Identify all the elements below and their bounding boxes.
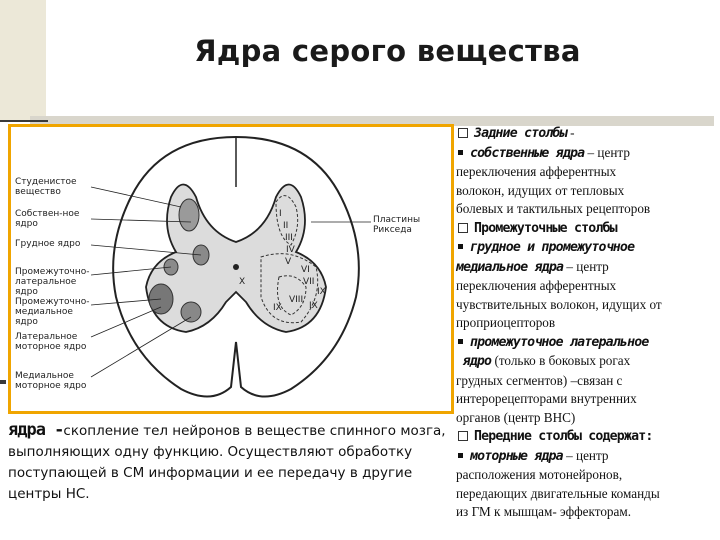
text-line: органов (центр ВНС)	[456, 409, 576, 425]
decorative-line	[0, 120, 48, 122]
lamina-label: III	[285, 233, 293, 243]
section-heading-posterior: Задние столбы -	[456, 124, 720, 144]
text-line: чувствительных волокон, идущих от	[456, 296, 662, 312]
lamina-label: V	[285, 257, 292, 267]
label-intermediomedial-nucleus: Промежуточно-медиальное ядро	[15, 297, 90, 327]
checkbox-bullet-icon	[458, 223, 468, 233]
square-bullet-icon	[458, 453, 463, 458]
text-line: передающих двигательные команды	[456, 485, 660, 501]
lamina-label: VII	[303, 277, 315, 287]
label-thoracic-nucleus: Грудное ядро	[15, 239, 81, 249]
nucleus-definition	[8, 420, 448, 505]
item-intermediolateral: промежуточное латеральное	[456, 333, 720, 353]
checkbox-bullet-icon	[458, 128, 468, 138]
lamina-label: IX	[273, 303, 282, 313]
item-motor-nuclei: моторные ядра – центр	[456, 447, 720, 467]
text-line: волокон, идущих от тепловых	[456, 182, 625, 198]
lamina-label: IX	[317, 287, 326, 297]
label-gelatinous-substance: Студенистое вещество	[15, 177, 77, 197]
label-proper-nucleus: Собствен-ное ядро	[15, 209, 80, 229]
label-intermediolateral-nucleus: Промежуточно-латеральное ядро	[15, 267, 90, 297]
text-line: ядро (только в боковых рогах	[462, 353, 631, 369]
text-line: переключения афферентных	[456, 278, 617, 293]
lamina-label: VI	[301, 265, 310, 275]
definition-term: ядра -	[8, 420, 64, 440]
decorative-mark	[0, 380, 6, 384]
item-proper-nuclei: собственные ядра – центр	[456, 144, 720, 164]
square-bullet-icon	[458, 244, 463, 249]
section-heading-intermediate: Промежуточные столбы	[456, 219, 720, 239]
lamina-label: IV	[286, 245, 295, 255]
lamina-label: II	[283, 221, 289, 231]
text-line: переключения афферентных	[456, 164, 617, 179]
label-lateral-motor-nucleus: Латеральное моторное ядро	[15, 332, 87, 352]
lamina-label: X	[239, 277, 246, 287]
spinal-cord-figure	[8, 124, 454, 414]
text-line: медиальное ядра – центр	[456, 258, 609, 275]
definition-text: скопление тел нейронов в веществе спинного мозга, выполняющих одну функцию. Осуществляют обработку поступающей в СМ информации и ее передачу в другие центры НС.	[8, 423, 446, 502]
text-line: из ГМ к мышцам- эффекторам.	[456, 504, 631, 519]
label-rexed-laminae: Пластины Рикседа	[373, 215, 421, 235]
lamina-label: I	[279, 209, 282, 219]
section-heading-anterior: Передние столбы содержат:	[456, 427, 720, 447]
text-line: болевых и тактильных рецепторов	[456, 201, 651, 216]
checkbox-bullet-icon	[458, 431, 468, 441]
text-line: грудных сегментов) –связан с	[456, 372, 623, 388]
item-thoracic-intermediomedial: грудное и промежуточное	[456, 238, 720, 258]
text-line: расположения мотонейронов,	[456, 467, 623, 482]
square-bullet-icon	[458, 150, 463, 155]
slide-title: Ядра серого вещества	[194, 34, 581, 68]
text-line: проприоцепторов	[456, 315, 556, 330]
lamina-label: VIII	[289, 295, 304, 305]
square-bullet-icon	[458, 339, 463, 344]
nuclei-description	[456, 124, 720, 522]
lamina-label: IX	[309, 301, 318, 311]
text-line: интерорецепторами внутренних	[456, 391, 637, 406]
label-medial-motor-nucleus: Медиальное моторное ядро	[15, 371, 87, 391]
